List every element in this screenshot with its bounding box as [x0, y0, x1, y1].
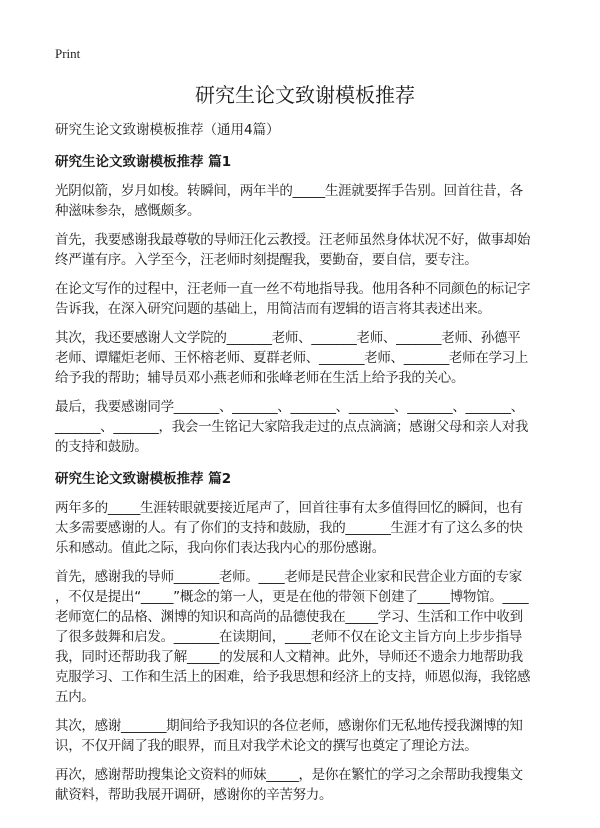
paragraph — [55, 567, 555, 707]
paragraph-line: 终严谨有序。入学至今，汪老师时刻提醒我，要勤奋，要自信，要专注。 — [55, 252, 478, 268]
paragraph-line: 克服学习、工作和生活上的困难，给予我思想和经济上的支持，师恩似海，我铭感 — [55, 669, 531, 685]
document-title: 研究生论文致谢模板推荐 — [195, 83, 415, 107]
paragraph-line: 了很多鼓舞和启发。_______在读期间，____老师不仅在论文主旨方向上步步指导 — [55, 629, 522, 645]
paragraph-line: 最后，我要感谢同学_______、_______、_______、_______、_______、_______、 — [55, 399, 524, 415]
paragraph-line: 其次，我还要感谢人文学院的_______老师、_______老师、_______老师、孙德平 — [55, 330, 521, 346]
paragraph-line: _______、_______，我会一生铭记大家陪我走过的点点滴滴；感谢父母和亲人对我 — [55, 419, 529, 435]
paragraph-line: 再次，感谢帮助搜集论文资料的师妹_____，是你在繁忙的学习之余帮助我搜集文 — [55, 767, 523, 783]
document-subtitle: 研究生论文致谢模板推荐（通用4篇） — [55, 122, 280, 138]
paragraph-line: 首先，我要感谢我最尊敬的导师汪化云教授。汪老师虽然身体状况不好，做事却始 — [55, 232, 531, 248]
paragraph-line: 老师、谭耀炬老师、王怀榕老师、夏群老师、_______老师、_______老师在学习上 — [55, 350, 529, 366]
section-heading: 研究生论文致谢模板推荐 篇1 — [55, 154, 232, 170]
paragraph-line: 两年多的_____生涯转眼就要接近尾声了，回首往事有太多值得回忆的瞬间，也有 — [55, 500, 523, 516]
paragraph — [55, 716, 555, 756]
paragraph — [55, 181, 555, 221]
paragraph-line: 光阴似箭，岁月如梭。转瞬间，两年半的_____生涯就要挥手告别。回首往昔，各 — [55, 183, 523, 199]
paragraph — [55, 230, 555, 270]
section-heading: 研究生论文致谢模板推荐 篇2 — [55, 471, 232, 487]
paragraph-line: 在论文写作的过程中，汪老师一直一丝不苟地指导我。他用各种不同颜色的标记字 — [55, 281, 531, 297]
paragraph-line: 其次，感谢_______期间给予我知识的各位老师，感谢你们无私地传授我渊博的知 — [55, 718, 523, 734]
paragraph-line: 给予我的帮助；辅导员邓小燕老师和张峰老师在生活上给予我的关心。 — [55, 370, 465, 386]
paragraph-line: 我，同时还帮助我了解_____的发展和人文精神。此外，导师还不遗余力地帮助我 — [55, 649, 523, 665]
paragraph — [55, 397, 555, 457]
paragraph-line: ，不仅是提出“_____”概念的第一人，更是在他的带领下创建了_____博物馆。____ — [55, 589, 529, 605]
paragraph-line: 五内。 — [55, 689, 95, 705]
paragraph-line: 乐和感动。值此之际，我向你们表达我内心的那份感谢。 — [55, 540, 385, 556]
print-link[interactable]: Print — [55, 46, 81, 61]
paragraph-line: 告诉我，在深入研究问题的基础上，用简洁而有逻辑的语言将其表述出来。 — [55, 301, 491, 317]
paragraph-line: 种滋味参杂，感慨颇多。 — [55, 203, 201, 219]
paragraph — [55, 328, 555, 388]
paragraph — [55, 279, 555, 319]
document-page — [55, 44, 555, 805]
paragraph — [55, 498, 555, 558]
paragraph-line: 老师宽仁的品格、渊博的知识和高尚的品德使我在_____学习、生活和工作中收到 — [55, 609, 523, 625]
paragraph-line: 献资料，帮助我展开调研，感谢你的辛苦努力。 — [55, 787, 333, 803]
paragraph-line: 首先，感谢我的导师_______老师。____老师是民营企业家和民营企业方面的专家 — [55, 569, 522, 585]
paragraph — [55, 765, 555, 805]
document-body — [55, 152, 555, 805]
paragraph-line: 太多需要感谢的人。有了你们的支持和鼓励，我的_______生涯才有了这么多的快 — [55, 520, 523, 536]
paragraph-line: 识，不仅开阔了我的眼界，而且对我学术论文的撰写也奠定了理论方法。 — [55, 738, 478, 754]
paragraph-line: 的支持和鼓励。 — [55, 439, 148, 455]
